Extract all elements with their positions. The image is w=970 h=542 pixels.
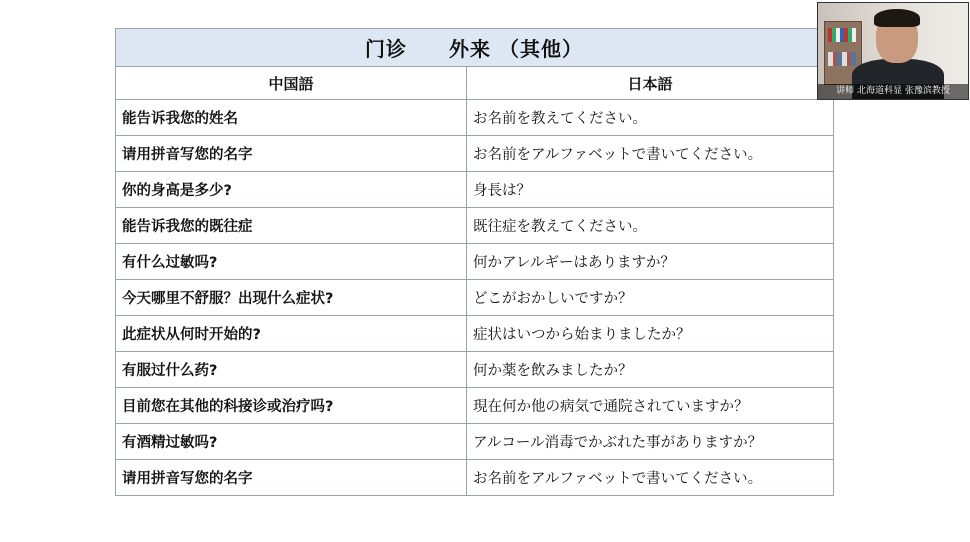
phrase-table-container: [115, 28, 833, 496]
table-row: [116, 460, 834, 496]
chinese-phrase-cell: 此症状从何时开始的?: [116, 316, 467, 352]
chinese-phrase-cell: 有服过什么药?: [116, 352, 467, 388]
chinese-phrase-cell: 能告诉我您的既往症: [116, 208, 467, 244]
table-row: [116, 136, 834, 172]
chinese-phrase-cell: 目前您在其他的科接诊或治疗吗?: [116, 388, 467, 424]
table-row: [116, 172, 834, 208]
japanese-phrase-cell: お名前をアルファベットで書いてください。: [467, 460, 834, 496]
webcam-video-feed: [817, 2, 969, 100]
table-row: [116, 316, 834, 352]
table-row: [116, 280, 834, 316]
chinese-phrase-cell: 有什么过敏吗?: [116, 244, 467, 280]
table-row: [116, 208, 834, 244]
speaker-caption: 讲师 北海道科显 张豫滨教授: [818, 84, 968, 99]
japanese-phrase-cell: 既往症を教えてください。: [467, 208, 834, 244]
table-row: [116, 424, 834, 460]
column-header-chinese: 中国語: [116, 67, 467, 100]
table-row: [116, 352, 834, 388]
chinese-phrase-cell: 今天哪里不舒服？出现什么症状?: [116, 280, 467, 316]
japanese-phrase-cell: 症状はいつから始まりましたか？: [467, 316, 834, 352]
japanese-phrase-cell: 現在何か他の病気で通院されていますか？: [467, 388, 834, 424]
chinese-phrase-cell: 你的身高是多少?: [116, 172, 467, 208]
japanese-phrase-cell: アルコール消毒でかぶれた事がありますか？: [467, 424, 834, 460]
presenter-hair: [874, 9, 920, 27]
japanese-phrase-cell: 何か薬を飲みましたか？: [467, 352, 834, 388]
japanese-phrase-cell: 何かアレルギーはありますか？: [467, 244, 834, 280]
table-row: [116, 100, 834, 136]
table-header-row: [116, 67, 834, 100]
chinese-phrase-cell: 能告诉我您的姓名: [116, 100, 467, 136]
japanese-phrase-cell: 身長は？: [467, 172, 834, 208]
table-row: [116, 244, 834, 280]
chinese-phrase-cell: 有酒精过敏吗?: [116, 424, 467, 460]
japanese-phrase-cell: お名前をアルファベットで書いてください。: [467, 136, 834, 172]
phrase-table: [115, 66, 834, 496]
japanese-phrase-cell: どこがおかしいですか？: [467, 280, 834, 316]
chinese-phrase-cell: 请用拼音写您的名字: [116, 460, 467, 496]
column-header-japanese: 日本語: [467, 67, 834, 100]
slide-title: 门诊 外来 （其他）: [115, 28, 833, 66]
table-row: [116, 388, 834, 424]
japanese-phrase-cell: お名前を教えてください。: [467, 100, 834, 136]
chinese-phrase-cell: 请用拼音写您的名字: [116, 136, 467, 172]
